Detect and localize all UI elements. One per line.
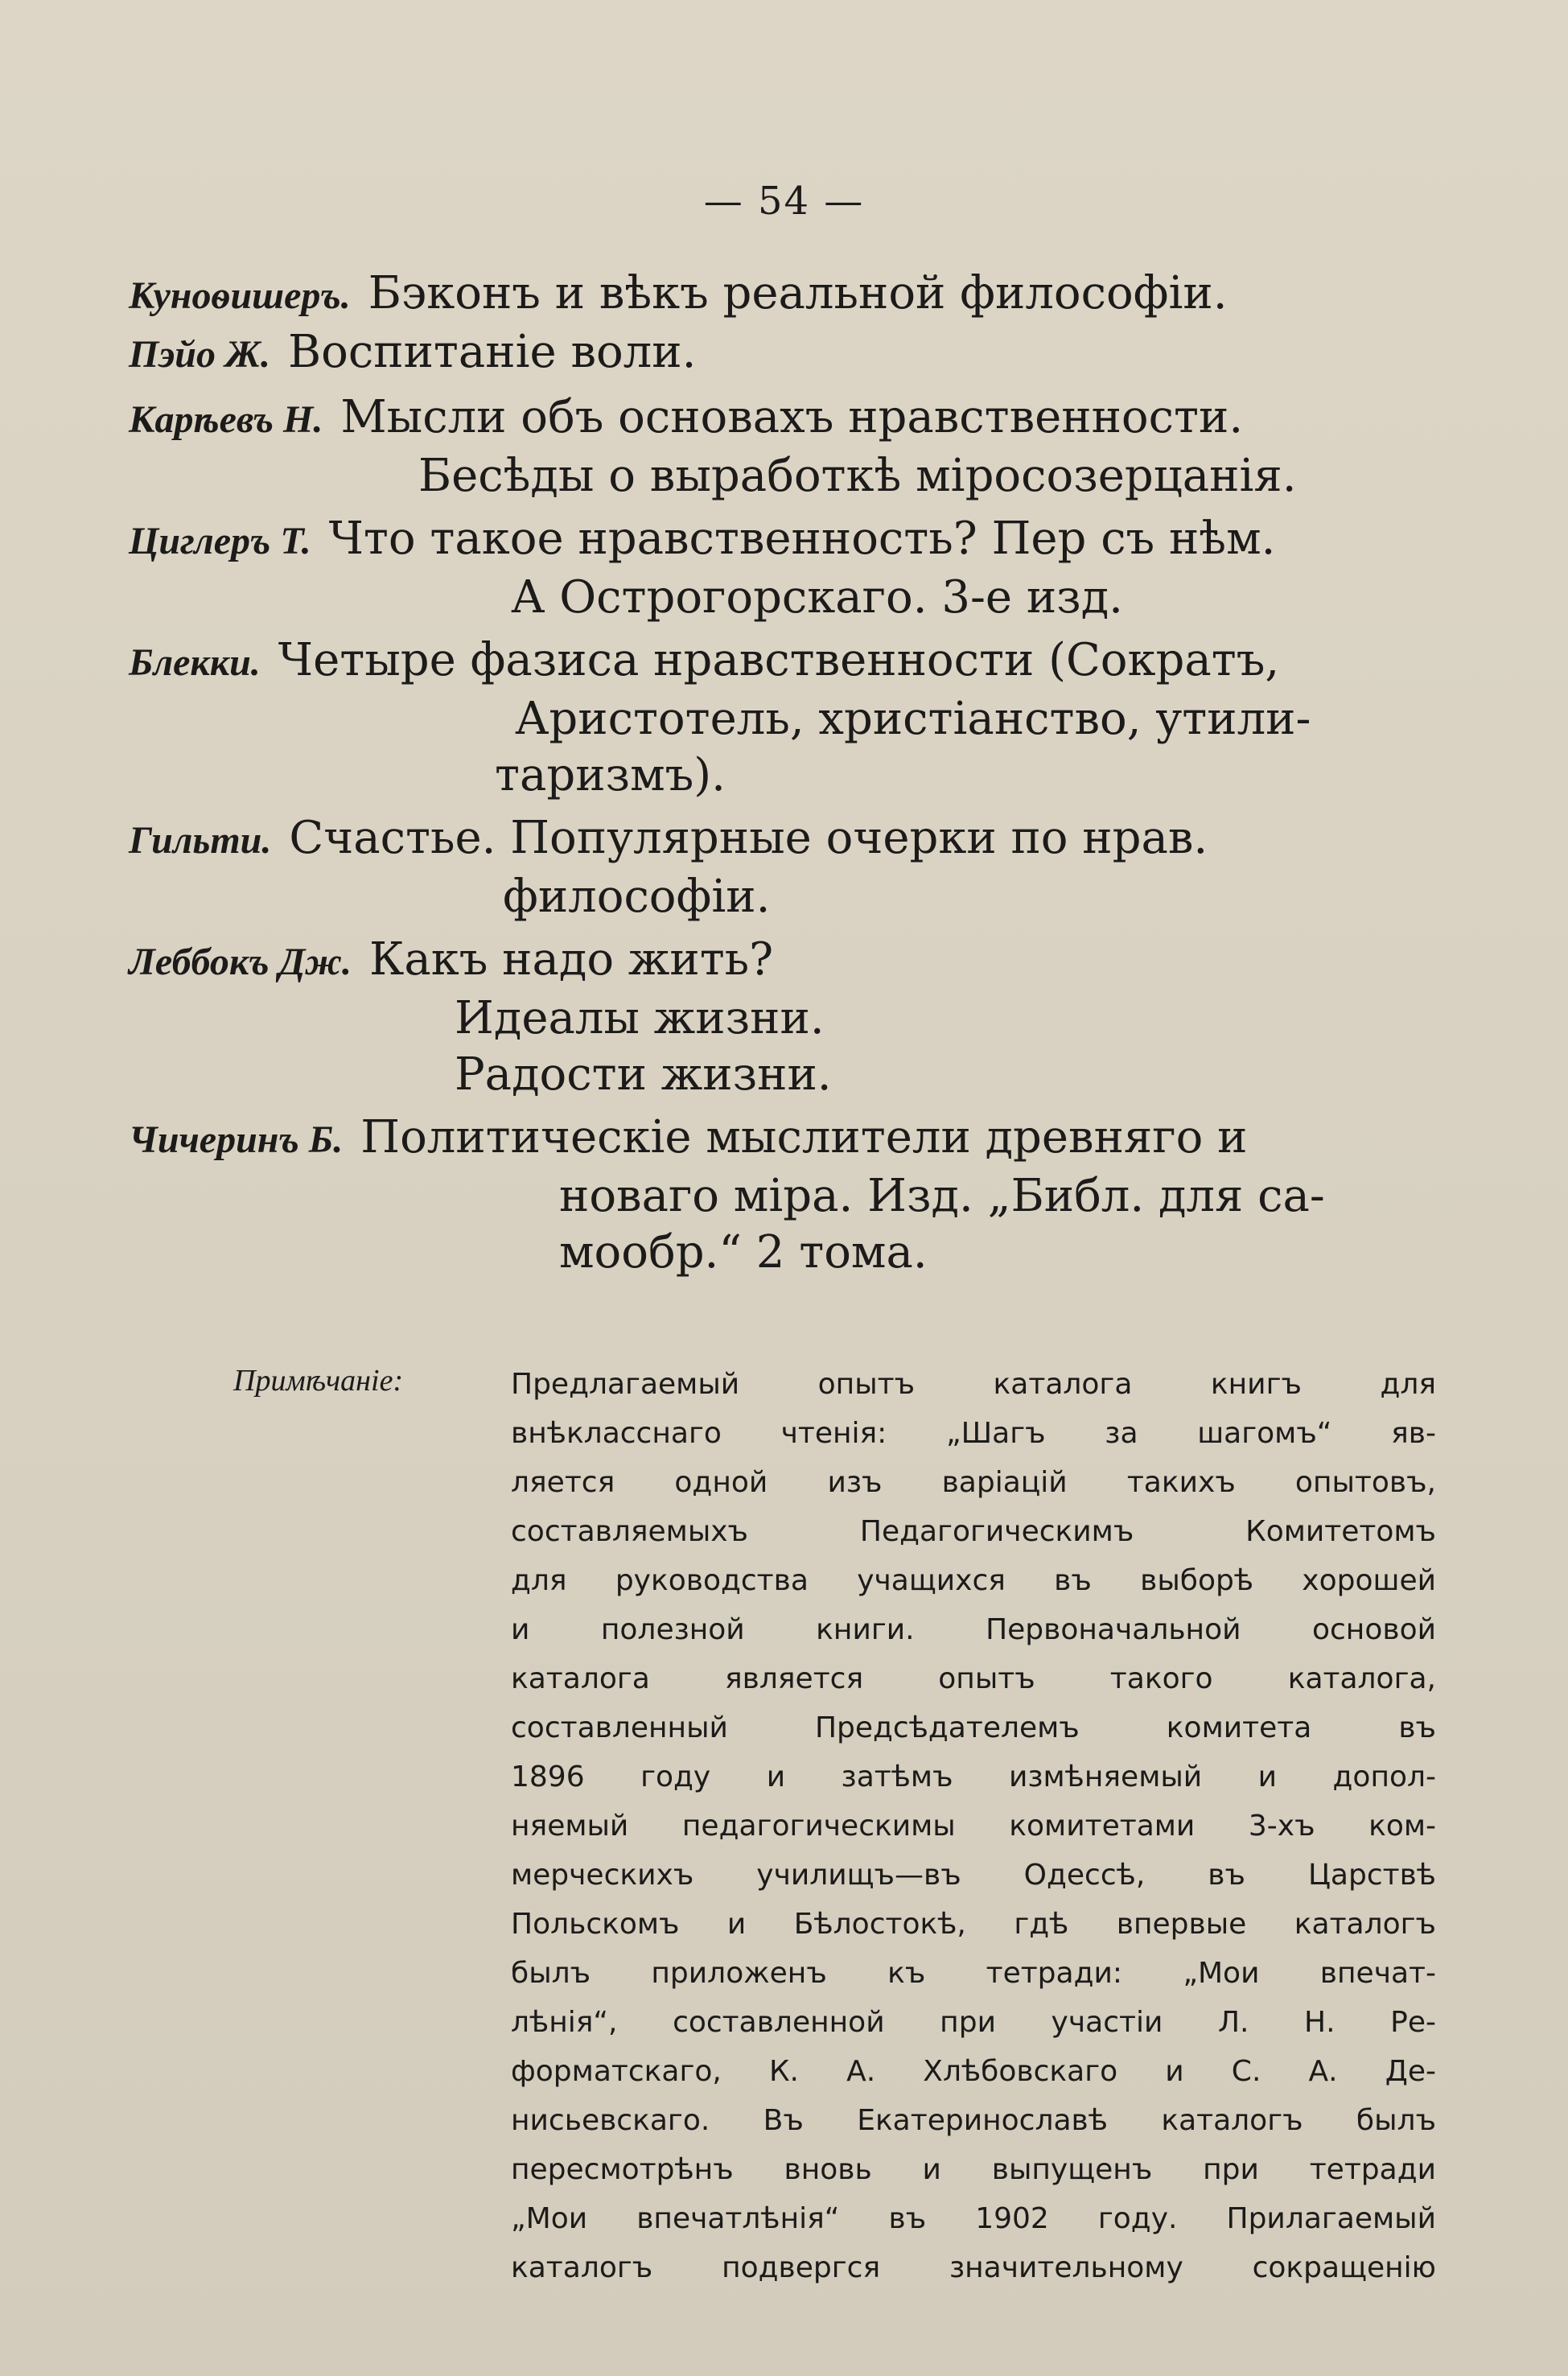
catalog-entry (129, 1110, 1448, 1281)
entry-title-line: Политическіе мыслители древняго и (360, 1111, 1248, 1163)
entry-title-line: таризмъ). (495, 749, 726, 801)
footnote-line: мерческихъ училищъ—въ Одессѣ, въ Царствѣ (511, 1859, 1436, 1892)
entry-title-line: философіи. (503, 871, 771, 923)
catalog-entry (129, 511, 1448, 626)
footnote-line: пересмотрѣнъ вновь и выпущенъ при тетради (511, 2153, 1436, 2186)
footnote-line: нисьевскаго. Въ Екатеринославѣ каталогъ былъ (511, 2104, 1436, 2137)
entry-title-line: Какъ надо жить? (368, 933, 774, 986)
footnote-line: былъ приложенъ къ тетради: „Мои впечат- (511, 1957, 1436, 1990)
entry-author: Циглеръ Т. (129, 520, 311, 562)
footnote-label: Примѣчаніе: (233, 1364, 404, 1398)
footnote-line: 1896 году и затѣмъ измѣняемый и допол- (511, 1760, 1436, 1793)
footnote-line: няемый педагогическимы комитетами 3-хъ ком- (511, 1810, 1436, 1843)
footnote-line: составленный Предсѣдателемъ комитета въ (511, 1711, 1436, 1744)
footnote-line: лѣнія“, составленной при участіи Л. Н. Ре- (511, 2006, 1436, 2039)
footnote-line: внѣкласснаго чтенія: „Шагъ за шагомъ“ яв- (511, 1417, 1436, 1450)
catalog-entry (129, 324, 1448, 383)
entry-title-line: А Острогорскаго. 3-е изд. (511, 571, 1123, 624)
entry-title-line: Бесѣды о выработкѣ міросозерцанія. (418, 450, 1297, 502)
entry-author: Блекки. (129, 641, 261, 684)
entry-author: Куноѳишеръ. (129, 274, 351, 317)
entry-title-line: Мысли объ основахъ нравственности. (340, 391, 1244, 443)
footnote-line: составляемыхъ Педагогическимъ Комитетомъ (511, 1515, 1436, 1548)
footnote-line: форматскаго, К. А. Хлѣбовскаго и С. А. Де- (511, 2055, 1436, 2088)
footnote-line: Предлагаемый опытъ каталога книгъ для (511, 1368, 1436, 1401)
entry-author: Гильти. (129, 819, 272, 862)
entry-author: Карѣевъ Н. (129, 398, 323, 441)
entry-title-line: Счастье. Популярные очерки по нрав. (289, 812, 1208, 864)
footnote-line: каталога является опытъ такого каталога, (511, 1662, 1436, 1695)
catalog-entries (129, 266, 1448, 1281)
catalog-entry (129, 389, 1448, 504)
entry-author: Леббокъ Дж. (129, 941, 352, 983)
footnote-line: каталогъ подвергся значительному сокращенію (511, 2251, 1436, 2284)
entry-title-line: Радости жизни. (455, 1048, 832, 1101)
footnote-line: ляется одной изъ варіацій такихъ опытовъ, (511, 1466, 1436, 1499)
footnote-line: „Мои впечатлѣнія“ въ 1902 году. Прилагаемый (511, 2202, 1436, 2235)
entry-title-line: мообр.“ 2 тома. (559, 1226, 928, 1279)
footnote-line: для руководства учащихся въ выборѣ хорошей (511, 1564, 1436, 1597)
entry-title-line: Что такое нравственность? Пер съ нѣм. (328, 513, 1276, 565)
entry-title-line: новаго міра. Изд. „Библ. для са- (559, 1170, 1325, 1222)
entry-title-line: Воспитаніе воли. (288, 326, 697, 378)
catalog-entry (129, 266, 1448, 324)
entry-title-line: Аристотель, христіанство, утили- (515, 693, 1311, 745)
entry-title-line: Бэконъ и вѣкъ реальной философіи. (368, 267, 1228, 319)
footnote-line: Польскомъ и Бѣлостокѣ, гдѣ впервые каталогъ (511, 1908, 1436, 1941)
entry-author: Пэйо Ж. (129, 333, 271, 376)
page-number: — 54 — (703, 179, 865, 224)
catalog-entry (129, 932, 1448, 1103)
footnote-line: и полезной книги. Первоначальной основой (511, 1613, 1436, 1646)
entry-title-line: Четыре фазиса нравственности (Сократъ, (278, 634, 1280, 686)
entry-title-line: Идеалы жизни. (455, 992, 825, 1044)
entry-author: Чичеринъ Б. (129, 1118, 344, 1161)
catalog-entry (129, 632, 1448, 804)
footnote-text (511, 1360, 1436, 2292)
catalog-entry (129, 810, 1448, 925)
